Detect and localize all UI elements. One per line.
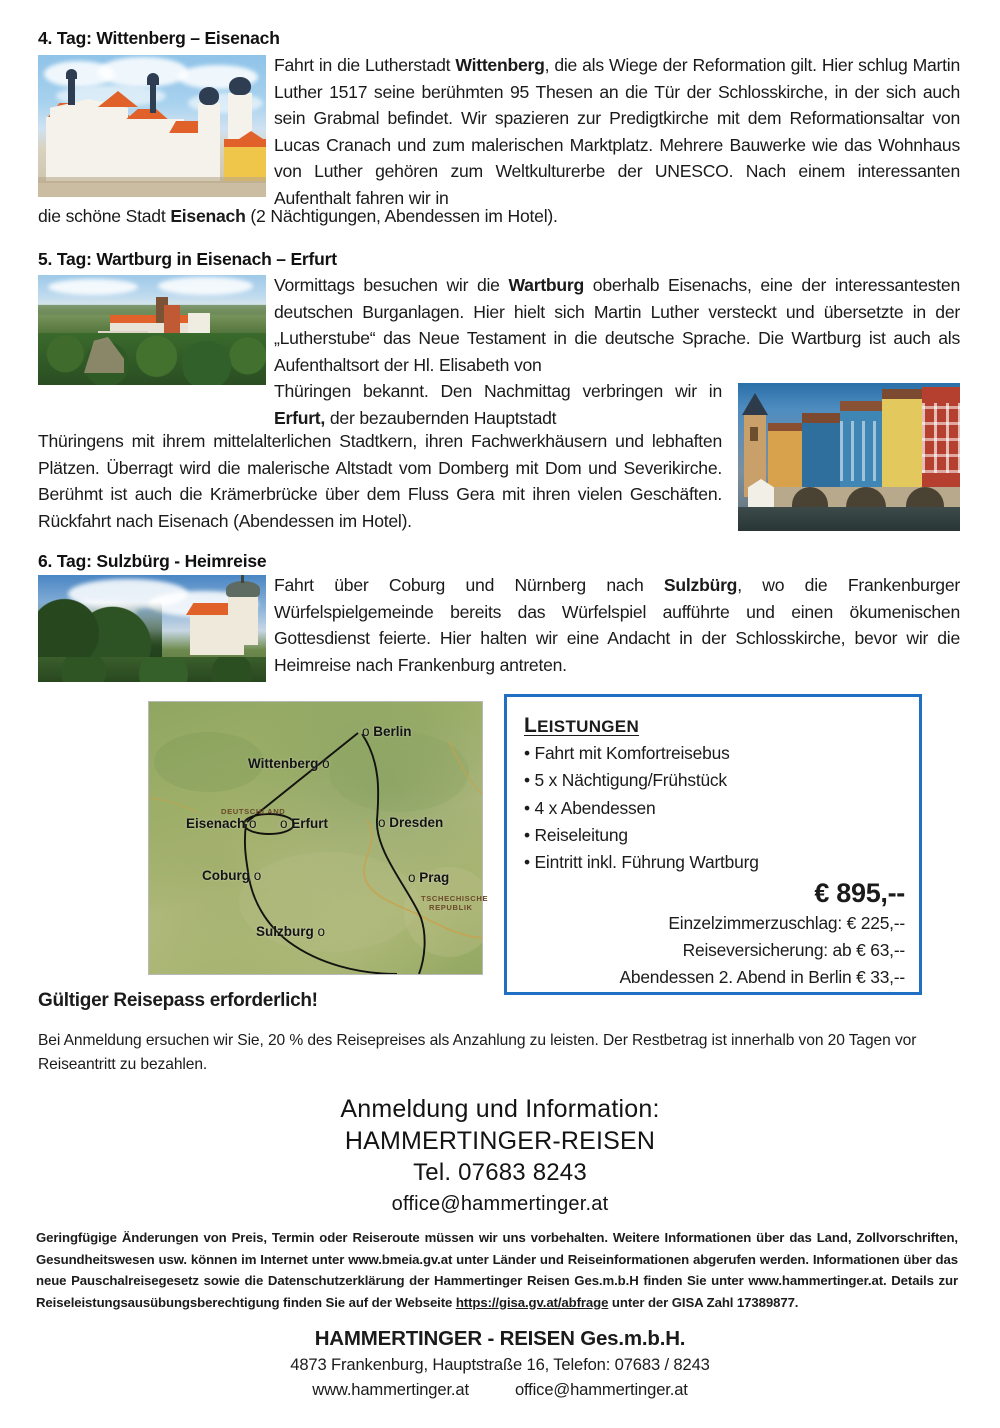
route-map — [148, 701, 489, 975]
photo-sulzbuerg — [38, 575, 266, 682]
day4-paragraph-tail: die schöne Stadt Eisenach (2 Nächtigungen, Abendessen im Hotel). — [38, 206, 558, 226]
footer-contact-row — [0, 1377, 1000, 1402]
contact-line-headline: Anmeldung und Information: — [340, 1095, 660, 1123]
map-city-erfurt: o Erfurt — [280, 816, 329, 831]
leistungen-item-1: • Fahrt mit Komfortreisebus — [524, 743, 730, 763]
fineprint-part2: unter der GISA Zahl 17389877. — [608, 1294, 799, 1310]
fineprint-part1: Geringfügige Änderungen von Preis, Termin oder Reiseroute müssen wir uns vorbehalten. Weitere Informationen über das Land, Zollvorschriften, Gesundheitswesen usw. können im Internet unter www.bmeia.gv.at unter Länder und Reiseinformationen abgerufen werden. Informationen über das neue Pauschalreisegesetz sowie die Datenschutzerklärung der Hammertinger Reisen Ges.m.b.H finden Sie unter www.hammertinger.at. Details zur Reiseleistungsausübungsberechtigung finden Sie auf der Webseite — [36, 1230, 958, 1310]
day5-paragraph-mid: Thüringen bekannt. Den Nachmittag verbringen wir in Erfurt, der bezaubernden Hauptstadt — [274, 381, 722, 428]
gisa-link[interactable]: https://gisa.gv.at/abfrage — [455, 1294, 609, 1310]
footer-company: HAMMERTINGER - REISEN Ges.m.b.H. — [314, 1327, 686, 1350]
footer-block — [0, 1325, 1000, 1402]
day4-heading: 4. Tag: Wittenberg – Eisenach — [38, 28, 280, 48]
leistungen-item-4: • Reiseleitung — [524, 825, 628, 845]
contact-email[interactable]: office@hammertinger.at — [391, 1193, 609, 1215]
map-label-tschechische: TSCHECHISCHE — [421, 894, 489, 903]
map-label-deutschland: DEUTSCHLAND — [221, 807, 286, 816]
contact-phone[interactable]: Tel. 07683 8243 — [413, 1159, 587, 1186]
day5-paragraph-tail: Thüringens mit ihrem mittelalterlichen Stadtkern, ihren Fachwerkhäusern und lebhaften Plätzen. Überragt wird die malerische Altstadt vom Domberg mit Dom und Severikirche. Berühmt ist auch die Krämerbrücke über dem Fluss Gera mit ihren vielen Geschäften. Rückfahrt nach Eisenach (Abendessen im Hotel). — [38, 431, 722, 531]
fineprint — [36, 1227, 958, 1313]
photo-kraemerbruecke — [738, 383, 960, 531]
contact-block — [0, 1093, 1000, 1219]
footer-web[interactable]: www.hammertinger.at — [312, 1380, 469, 1399]
leistungen-title: LEISTUNGEN — [524, 714, 640, 737]
day5-paragraph: Vormittags besuchen wir die Wartburg oberhalb Eisenachs, eine der interessantesten deutschen Burganlagen. Hier hielt sich Martin Luther versteckt und übersetzte in der „Lutherstube“ das Neue Testament in die deutsche Sprache. Die Wartburg ist auch als Aufenthaltsort der Hl. Elisabeth von — [274, 275, 960, 375]
leistungen-item-5: • Eintritt inkl. Führung Wartburg — [524, 852, 759, 872]
map-city-eisenach: Eisenach o — [186, 816, 257, 831]
leistungen-item-2: • 5 x Nächtigung/Frühstück — [524, 770, 727, 790]
price-main: € 895,-- — [814, 878, 905, 908]
passport-note: Gültiger Reisepass erforderlich! — [38, 990, 318, 1011]
day6-paragraph: Fahrt über Coburg und Nürnberg nach Sulzbürg, wo die Frankenburger Würfelspielgemeinde bereits das Würfelspiel aufführte und einen ökumenischen Gottesdienst feierte. Hier halten wir eine Andacht in der Schlosskirche, bevor wir die Heimreise nach Frankenburg antreten. — [274, 575, 960, 675]
day4-paragraph: Fahrt in die Lutherstadt Wittenberg, die als Wiege der Reformation gilt. Hier schlug Martin Luther 1517 seine berühmten 95 Thesen an die Tür der Schlosskirche, in der sich auch sein Grabmal befindet. Wir spazieren zur Predigtkirche mit dem Reformationsaltar von Lucas Cranach und zum malerischen Marktplatz. Mehrere Bauwerke wie das Wohnhaus von Luther gehören zum Weltkulturerbe der UNESCO. Nach einem interessanten Aufenthalt fahren wir in — [274, 55, 960, 208]
map-city-prag: o Prag — [408, 870, 450, 885]
price-dinner-berlin: Abendessen 2. Abend in Berlin € 33,-- — [619, 967, 905, 987]
footer-address: 4873 Frankenburg, Hauptstraße 16, Telefon: 07683 / 8243 — [290, 1355, 710, 1374]
map-city-coburg: Coburg o — [202, 868, 262, 883]
map-city-sulzburg: Sulzburg o — [256, 924, 326, 939]
map-label-republik: REPUBLIK — [429, 903, 473, 912]
photo-wittenberg — [38, 55, 266, 197]
contact-company: HAMMERTINGER-REISEN — [344, 1127, 656, 1155]
price-insurance: Reiseversicherung: ab € 63,-- — [682, 940, 905, 960]
deposit-note: Bei Anmeldung ersuchen wir Sie, 20 % des Reisepreises als Anzahlung zu leisten. Der Restbetrag ist innerhalb von 20 Tagen vor Reiseantritt zu bezahlen. — [38, 1032, 917, 1073]
day5-heading: 5. Tag: Wartburg in Eisenach – Erfurt — [38, 249, 337, 269]
leistungen-item-3: • 4 x Abendessen — [524, 798, 656, 818]
map-city-wittenberg: Wittenberg o — [248, 756, 330, 771]
photo-wartburg — [38, 275, 266, 385]
price-single-room: Einzelzimmerzuschlag: € 225,-- — [668, 913, 905, 933]
map-city-dresden: o Dresden — [378, 815, 444, 830]
footer-email[interactable]: office@hammertinger.at — [514, 1380, 688, 1399]
day6-heading: 6. Tag: Sulzbürg - Heimreise — [38, 551, 267, 571]
map-city-berlin: o Berlin — [362, 724, 412, 739]
